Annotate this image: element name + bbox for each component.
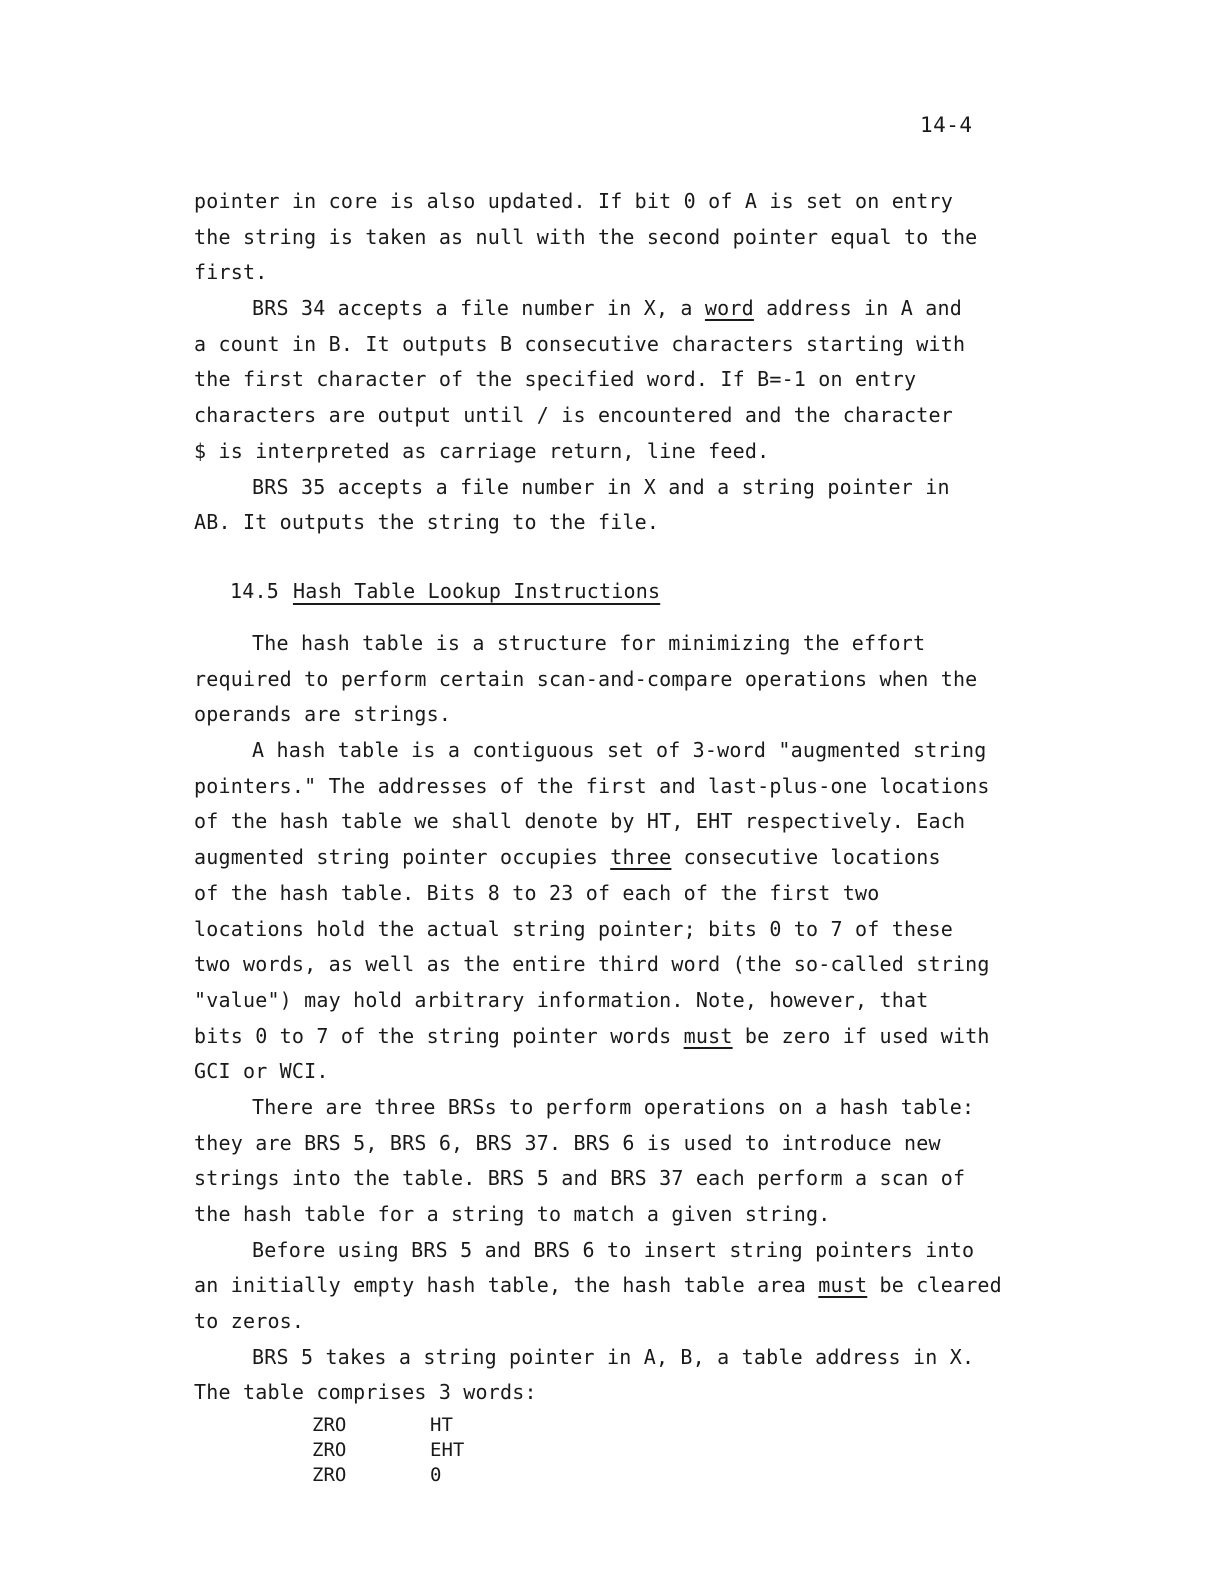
text-line: The table comprises 3 words: [194,1380,537,1405]
text-segment: BRS 34 accepts a file number in X, a [252,296,705,321]
text-segment: an initially empty hash table, the hash table area [194,1273,819,1298]
text-line: the hash table for a string to match a given string. [194,1202,831,1226]
underlined-word: three [610,845,672,870]
text-line: There are three BRSs to perform operations on a hash table: [252,1094,975,1119]
code-arg: EHT [430,1439,465,1461]
text-line: two words, as well as the entire third word (the so-called string [194,952,990,977]
text-line: GCI or WCI. [194,1059,329,1084]
code-op: ZRO [312,1414,347,1436]
text-line [194,1268,1002,1304]
text-line: they are BRS 5, BRS 6, BRS 37. BRS 6 is used to introduce new [194,1130,941,1155]
code-arg: HT [430,1414,453,1436]
text-line: operands are strings. [194,702,452,727]
text-line: locations hold the actual string pointer; bits 0 to 7 of these [194,916,953,941]
text-line: "value") may hold arbitrary information. Note, however, that [194,987,929,1012]
text-line: A hash table is a contiguous set of 3-word "augmented string [252,738,987,763]
section-heading [230,579,660,603]
text-line: characters are output until / is encountered and the character [194,403,953,428]
code-table-row [312,1438,464,1463]
text-line: $ is interpreted as carriage return, line feed. [194,438,770,463]
text-line: strings into the table. BRS 5 and BRS 37 each perform a scan of [194,1166,966,1191]
paragraph-block-2 [194,626,1002,1411]
text-line: AB. It outputs the string to the file. [194,510,660,535]
text-segment: bits 0 to 7 of the string pointer words [194,1023,684,1048]
text-segment: augmented string pointer occupies [194,845,611,870]
section-number: 14.5 [230,579,279,603]
text-line: BRS 5 takes a string pointer in A, B, a table address in X. [252,1344,975,1369]
text-line [194,840,994,876]
paragraph-block-1 [194,184,994,541]
code-table-row [312,1463,464,1488]
code-table [312,1413,464,1488]
underlined-word: word [704,296,754,321]
text-line: pointer in core is also updated. If bit 0 of A is set on entry [194,189,953,213]
text-line [194,291,994,327]
text-line: The hash table is a structure for minimizing the effort [252,631,926,655]
text-line: the first character of the specified word. If B=-1 on entry [194,367,917,392]
text-line: of the hash table. Bits 8 to 23 of each of the first two [194,880,880,905]
text-segment: consecutive locations [671,845,941,870]
text-line: BRS 35 accepts a file number in X and a string pointer in [252,474,950,499]
text-segment: be cleared [867,1273,1002,1298]
text-line: to zeros. [194,1309,305,1334]
page-number: 14-4 [920,113,973,137]
code-arg: 0 [430,1464,442,1486]
underlined-word: must [818,1273,868,1298]
text-line: a count in B. It outputs B consecutive characters starting with [194,331,966,356]
text-line: pointers." The addresses of the first and last-plus-one locations [194,773,990,798]
text-line: required to perform certain scan-and-compare operations when the [194,666,978,691]
text-line: of the hash table we shall denote by HT, EHT respectively. Each [194,809,966,834]
text-line: the string is taken as null with the second pointer equal to the [194,224,978,249]
text-line: Before using BRS 5 and BRS 6 to insert string pointers into [252,1237,975,1262]
text-segment: be zero if used with [732,1023,990,1048]
text-line: first. [194,260,268,285]
code-op: ZRO [312,1439,347,1461]
text-line [194,1019,994,1055]
underlined-word: must [683,1023,733,1048]
code-table-row [312,1413,464,1438]
text-segment: address in A and [753,296,962,321]
section-title: Hash Table Lookup Instructions [292,579,661,603]
code-op: ZRO [312,1464,347,1486]
